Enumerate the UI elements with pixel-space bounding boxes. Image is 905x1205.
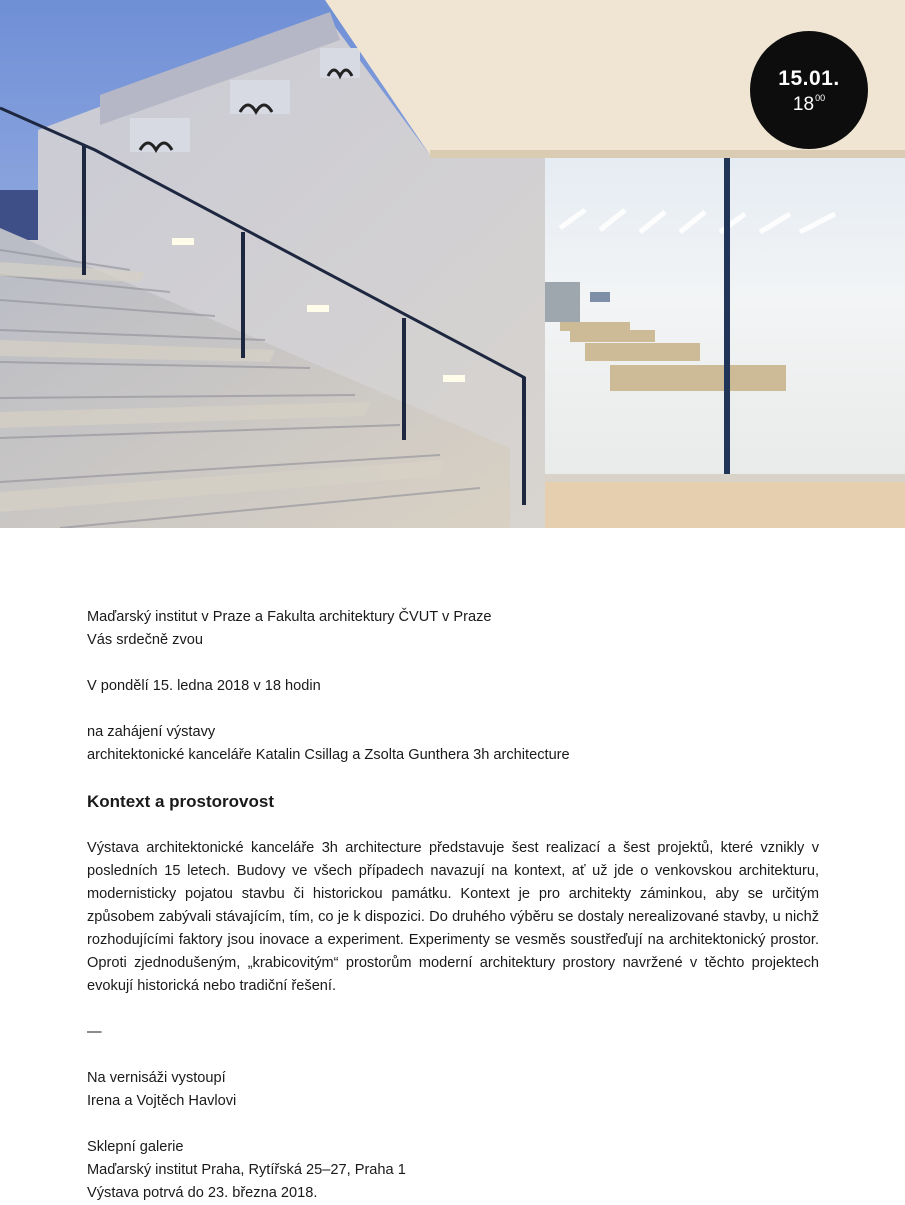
invite-line: Vás srdečně zvou	[87, 632, 204, 648]
badge-time	[750, 93, 868, 116]
date-line: V pondělí 15. ledna 2018 v 18 hodin	[87, 678, 321, 694]
divider-dash: —	[87, 1024, 102, 1040]
hosts-line: Maďarský institut v Praze a Fakulta architektury ČVUT v Praze	[87, 609, 492, 625]
badge-hour: 18	[792, 94, 815, 115]
exhibition-description: Výstava architektonické kanceláře 3h architecture představuje šest realizací a šest projektů, které vznikly v posledních 15 letech. Budovy ve všech případech navazují na kontext, ať už jde o venkovskou architekturu, modernisticky pojatou stavbu či historickou památku. Kontext je pro architekty záminkou, aby se určitým způsobem zabývali stávajícím, tím, co je k dispozici. Do druhého výběru se dostaly nerealizované stavby, u nichž rozhodujícími faktory jsou inovace a experiment. Experimenty se vesměs soustřeďují na architektonický prostor. Oproti zjednodušeným, „krabicovitým“ prostorům moderní architektury prostory navržené v těchto projektech evokují historická nebo tradiční řešení.	[87, 840, 819, 994]
subject-line: architektonické kanceláře Katalin Csillag a Zsolta Gunthera 3h architecture	[87, 747, 570, 763]
occasion-line: na zahájení výstavy	[87, 724, 216, 740]
date-badge	[750, 31, 868, 149]
badge-minutes: 00	[815, 93, 826, 103]
exhibition-title: Kontext a prostorovost	[87, 792, 275, 811]
hero-photo	[0, 0, 905, 528]
badge-date: 15.01.	[778, 67, 840, 90]
exhibition-end-date: Výstava potrvá do 23. března 2018.	[87, 1185, 318, 1201]
speakers-intro: Na vernisáži vystoupí	[87, 1070, 226, 1086]
venue-address: Maďarský institut Praha, Rytířská 25–27, Praha 1	[87, 1162, 406, 1178]
speakers-names: Irena a Vojtěch Havlovi	[87, 1093, 237, 1109]
venue-gallery: Sklepní galerie	[87, 1139, 184, 1155]
invitation-text	[87, 606, 819, 1205]
